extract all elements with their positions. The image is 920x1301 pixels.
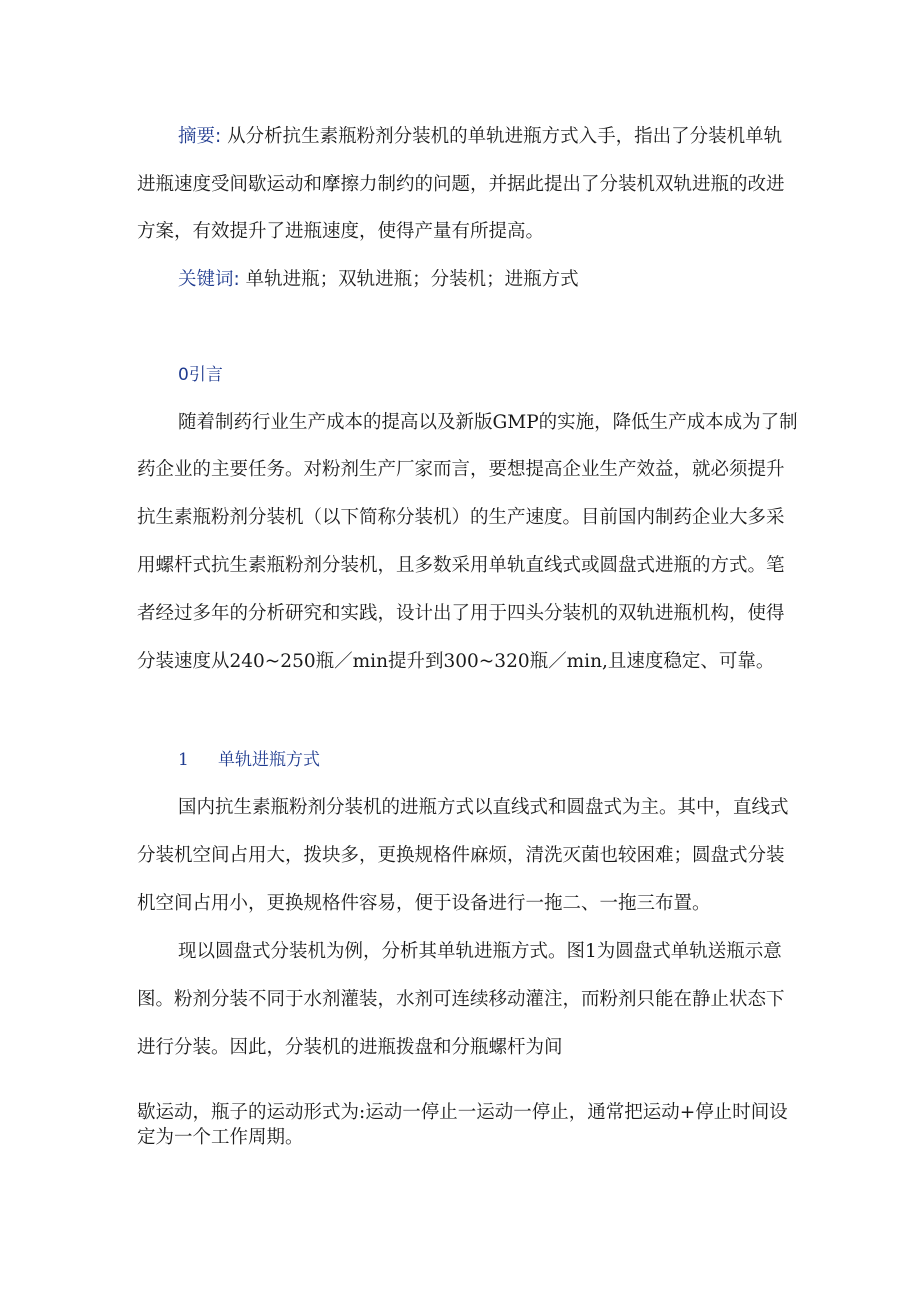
intro-line-6: 分装速度从240~250瓶／min提升到300~320瓶／min,且速度稳定、可靠。	[137, 651, 775, 672]
abstract-line-2: 进瓶速度受间歇运动和摩擦力制约的问题，并据此提出了分装机双轨进瓶的改进	[137, 174, 785, 195]
abstract-line-1	[178, 124, 838, 150]
section-1-p1-line-1: 国内抗生素瓶粉剂分装机的进瓶方式以直线式和圆盘式为主。其中，直线式	[178, 797, 789, 818]
section-1-p2-line-3: 进行分装。因此，分装机的进瓶拨盘和分瓶螺杆为间	[137, 1037, 563, 1058]
intro-line-4: 用螺杆式抗生素瓶粉剂分装机，且多数采用单轨直线式或圆盘式进瓶的方式。笔	[137, 555, 785, 576]
intro-line-1: 随着制药行业生产成本的提高以及新版GMP的实施，降低生产成本成为了制	[178, 412, 798, 433]
keywords-text: 单轨进瓶；双轨进瓶；分装机；进瓶方式	[245, 269, 579, 290]
section-1-title: 单轨进瓶方式	[218, 750, 320, 770]
intro-line-2: 药企业的主要任务。对粉剂生产厂家而言，要想提高企业生产效益，就必须提升	[137, 459, 785, 480]
section-1-p3-line-2: 定为一个工作周期。	[137, 1127, 304, 1148]
section-1-p2-line-1: 现以圆盘式分装机为例，分析其单轨进瓶方式。图1为圆盘式单轨送瓶示意	[178, 941, 782, 962]
section-1-p2-line-2: 图。粉剂分装不同于水剂灌装，水剂可连续移动灌注，而粉剂只能在静止状态下	[137, 989, 785, 1010]
keywords-line	[178, 267, 838, 293]
keywords-label: 关键词	[178, 269, 234, 290]
section-1-p1-line-3: 机空间占用小，更换规格件容易，便于设备进行一拖二、一拖三布置。	[137, 893, 711, 914]
intro-line-5: 者经过多年的分析研究和实践，设计出了用于四头分装机的双轨进瓶机构，使得	[137, 603, 785, 624]
section-1-p1-line-2: 分装机空间占用大，拨块多，更换规格件麻烦，清洗灭菌也较困难；圆盘式分装	[137, 845, 785, 866]
abstract-colon: :	[215, 126, 222, 147]
abstract-text-1: 从分析抗生素瓶粉剂分装机的单轨进瓶方式入手，指出了分装机单轨	[227, 126, 783, 147]
intro-line-3: 抗生素瓶粉剂分装机（以下简称分装机）的生产速度。目前国内制药企业大多采	[137, 507, 785, 528]
keywords-colon: :	[233, 269, 240, 290]
section-1-p3-line-1: 歇运动，瓶子的运动形式为:运动一停止一运动一停止，通常把运动+停止时间设	[137, 1102, 788, 1123]
abstract-label: 摘要	[178, 126, 216, 147]
section-1-number: 1	[178, 750, 189, 770]
section-0-title: 0引言	[178, 365, 223, 385]
abstract-line-3: 方案，有效提升了进瓶速度，使得产量有所提高。	[137, 221, 545, 242]
